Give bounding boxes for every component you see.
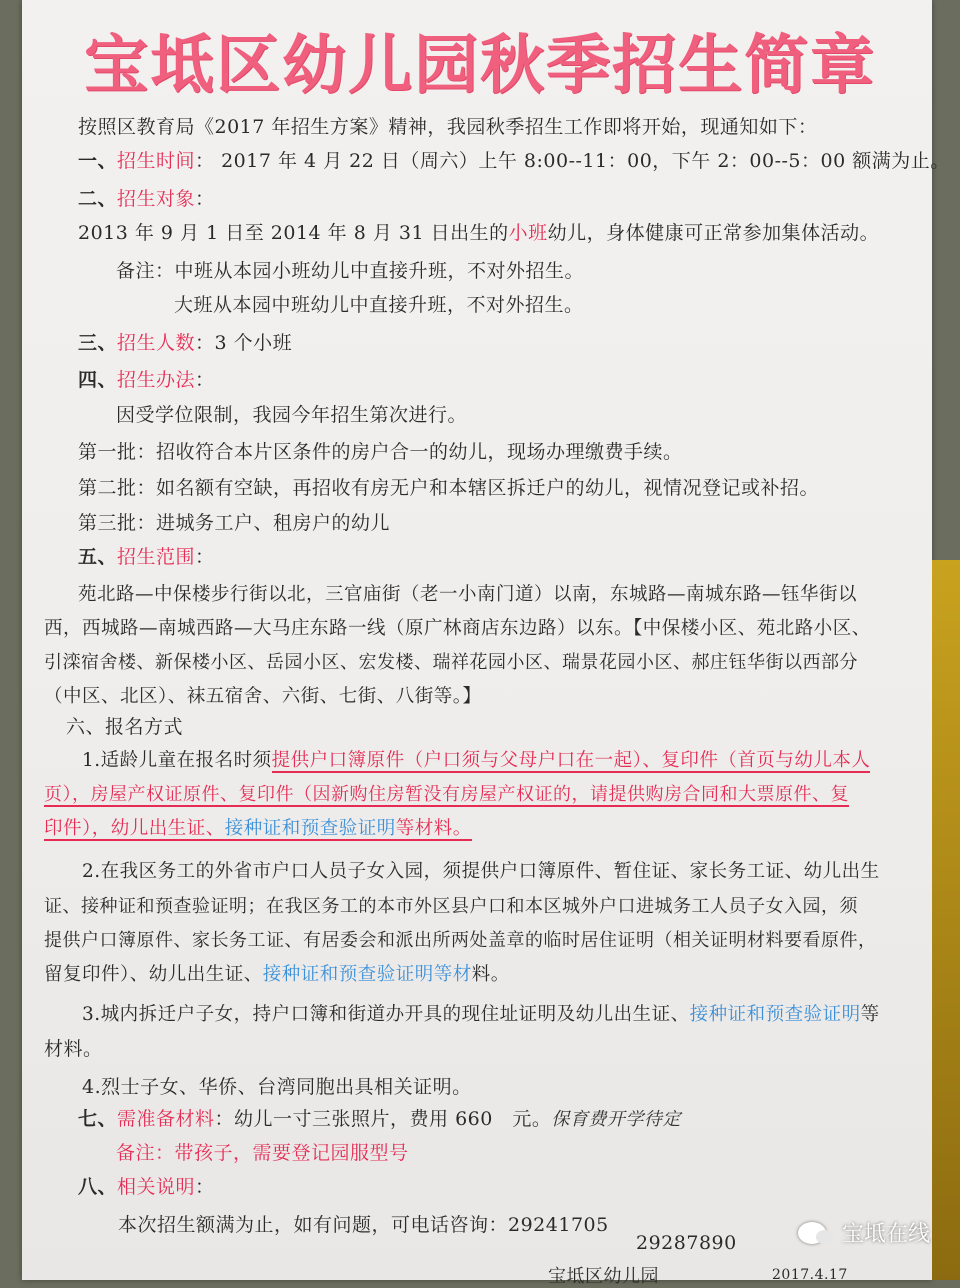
section-2-line-1-red: 小班 bbox=[508, 222, 548, 244]
section-3 bbox=[78, 328, 292, 355]
section-2-line-1-a: 2013 年 9 月 1 日至 2014 年 8 月 31 日出生的 bbox=[78, 222, 509, 244]
watermark-text: 宝坻在线 bbox=[841, 1222, 930, 1247]
section-1-number: 一、 bbox=[78, 150, 118, 172]
section-5-heading bbox=[78, 542, 215, 569]
date: 2017.4.17 bbox=[772, 1267, 848, 1283]
item-2-line-2: 证、接种证和预查验证明；在我区务工的本市外区县户口和本区城外户口进城务工人员子女入园，须 bbox=[44, 896, 858, 917]
phone-2: 29287890 bbox=[636, 1232, 737, 1254]
section-7-note: 备注：带孩子，需要登记园服型号 bbox=[116, 1142, 409, 1164]
section-2-line-1-b: 幼儿，身体健康可正常参加集体活动。 bbox=[547, 222, 880, 244]
section-3-text: ：3 个小班 bbox=[195, 332, 293, 354]
section-2-label: 招生对象 bbox=[117, 188, 196, 210]
batch-2: 第二批：如名额有空缺，再招收有房无户和本辖区拆迁户的幼儿，视情况登记或补招。 bbox=[78, 477, 820, 499]
item-1-blue: 接种证和预查验证明 bbox=[224, 818, 396, 839]
section-8-text: 本次招生额满为止，如有问题，可电话咨询：29241705 bbox=[118, 1214, 609, 1236]
section-5-colon: ： bbox=[195, 546, 215, 568]
item-1-prefix: 1.适龄儿童在报名时须 bbox=[82, 750, 272, 771]
section-4-intro: 因受学位限制，我园今年招生第次进行。 bbox=[116, 404, 468, 426]
item-3-line-1-blue: 接种证和预查验证明 bbox=[689, 1004, 861, 1025]
watermark bbox=[798, 1217, 930, 1248]
item-1-red-3: 印件），幼儿出生证、 bbox=[44, 818, 225, 839]
section-7-text: ：幼儿一寸三张照片，费用 660 元。 bbox=[214, 1108, 552, 1130]
section-3-label: 招生人数 bbox=[117, 332, 196, 354]
section-8-heading bbox=[78, 1172, 215, 1199]
item-2-line-4-a: 留复印件）、幼儿出生证、 bbox=[44, 964, 263, 985]
signature: 宝坻区幼儿园 bbox=[548, 1266, 659, 1287]
range-line-4: （中区、北区）、袜五宿舍、六街、七街、八街等。】 bbox=[44, 686, 482, 707]
section-1-label: 招生时间 bbox=[117, 150, 196, 172]
section-4-heading bbox=[78, 365, 215, 392]
item-4: 4.烈士子女、华侨、台湾同胞出具相关证明。 bbox=[82, 1076, 472, 1098]
notice-title: 宝坻区幼儿园秋季招生简章 bbox=[84, 29, 876, 103]
section-2-number: 二、 bbox=[78, 188, 118, 210]
section-8-colon: ： bbox=[195, 1176, 215, 1198]
section-7-label: 需准备材料 bbox=[117, 1108, 215, 1130]
item-3-line-1-c: 等 bbox=[860, 1004, 880, 1025]
batch-1: 第一批：招收符合本片区条件的房户合一的幼儿，现场办理缴费手续。 bbox=[78, 441, 683, 463]
section-2-note-2: 大班从本园中班幼儿中直接升班，不对外招生。 bbox=[174, 294, 584, 316]
section-6-heading: 六、报名方式 bbox=[66, 716, 184, 738]
item-1-line-1 bbox=[82, 746, 870, 772]
section-3-number: 三、 bbox=[78, 332, 118, 354]
section-2-heading bbox=[78, 184, 215, 211]
item-2-line-1: 2.在我区务工的外省市户口人员子女入园，须提供户口簿原件、暂住证、家长务工证、幼儿出生 bbox=[82, 861, 880, 882]
section-1-text: ： 2017 年 4 月 22 日（周六）上午 8:00--11：00，下午 2：00--5：00 额满为止。 bbox=[195, 150, 950, 172]
item-3-line-1 bbox=[82, 1000, 880, 1026]
section-8-number: 八、 bbox=[78, 1176, 118, 1198]
section-5-number: 五、 bbox=[78, 546, 118, 568]
section-4-number: 四、 bbox=[78, 369, 118, 391]
item-3-line-2: 材料。 bbox=[44, 1038, 103, 1060]
section-4-label: 招生办法 bbox=[117, 369, 196, 391]
item-3-line-1-a: 3.城内拆迁户子女，持户口簿和街道办开具的现住址证明及幼儿出生证、 bbox=[82, 1004, 690, 1025]
intro-text: 按照区教育局《2017 年招生方案》精神，我园秋季招生工作即将开始，现通知如下： bbox=[78, 116, 818, 138]
section-5-label: 招生范围 bbox=[117, 546, 196, 568]
range-line-1: 苑北路—中保楼步行街以北，三官庙街（老一小南门道）以南，东城路—南城东路—钰华街以 bbox=[78, 584, 858, 605]
item-2-line-4-c: 料。 bbox=[471, 964, 510, 985]
item-1-red-4: 等材料。 bbox=[395, 818, 472, 839]
section-2-line-1 bbox=[78, 218, 879, 245]
section-2-colon: ： bbox=[195, 188, 215, 210]
section-7 bbox=[78, 1104, 681, 1131]
item-1-red-2: 页），房屋产权证原件、复印件（因新购住房暂没有房屋产权证的，请提供购房合同和大票原件、复 bbox=[44, 784, 849, 805]
section-8-label: 相关说明 bbox=[117, 1176, 196, 1198]
range-line-2: 西，西城路—南城西路—大马庄东路一线（原广林商店东边路）以东。【中保楼小区、苑北路小区、 bbox=[44, 618, 871, 639]
item-2-line-4-blue: 接种证和预查验证明等材 bbox=[262, 964, 472, 985]
section-7-number: 七、 bbox=[78, 1108, 118, 1130]
wechat-icon bbox=[798, 1222, 826, 1244]
section-4-colon: ： bbox=[195, 369, 215, 391]
section-2-note-1: 备注：中班从本园小班幼儿中直接升班，不对外招生。 bbox=[116, 260, 585, 282]
item-2-line-4 bbox=[44, 960, 510, 986]
handwritten-note: 保育费开学待定 bbox=[551, 1109, 681, 1130]
batch-3: 第三批：进城务工户、租房户的幼儿 bbox=[78, 512, 391, 534]
background-board bbox=[932, 560, 960, 1280]
item-2-line-3: 提供户口簿原件、家长务工证、有居委会和派出所两处盖章的临时居住证明（相关证明材料要看原件， bbox=[44, 930, 877, 951]
item-1-red-1: 提供户口簿原件（户口须与父母户口在一起）、复印件（首页与幼儿本人 bbox=[271, 750, 871, 771]
section-1 bbox=[78, 146, 950, 173]
range-line-3: 引滦宿舍楼、新保楼小区、岳园小区、宏发楼、瑞祥花园小区、瑞景花园小区、郝庄钰华街以西部分 bbox=[44, 652, 858, 673]
item-1-line-2 bbox=[44, 780, 849, 806]
item-1-line-3 bbox=[44, 814, 472, 840]
